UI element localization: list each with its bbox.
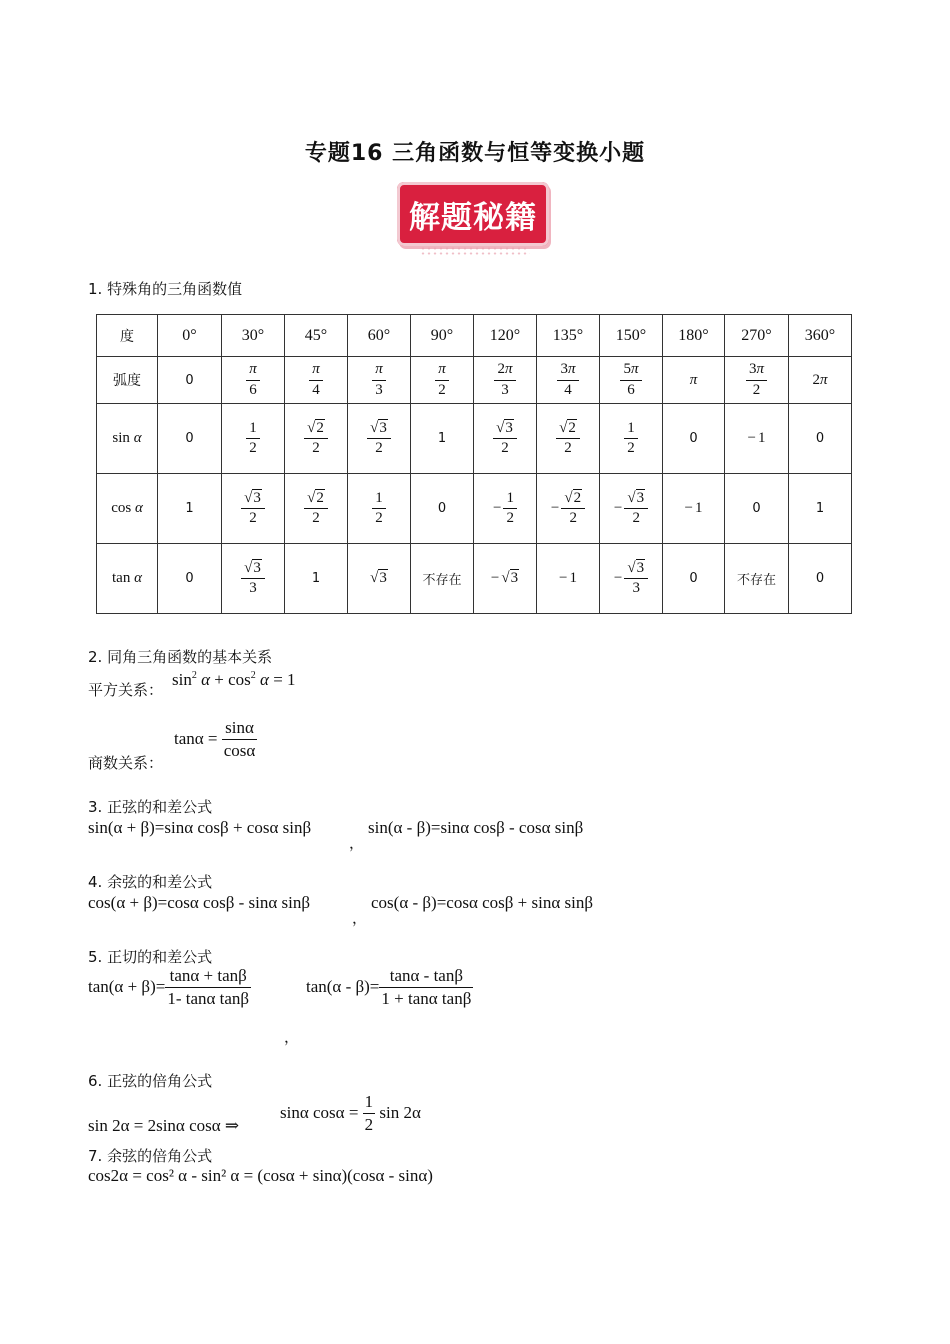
table-cell: $\frac{√2}{2}$ (285, 474, 348, 544)
table-cell: 不存在 (411, 544, 474, 614)
tan-diff-numerator: tanα - tanβ (379, 966, 473, 988)
table-cell: 135° (537, 315, 600, 357)
section-heading-5: 5. 正切的和差公式 (88, 948, 213, 966)
table-cell: $\frac{1}{2}$ (600, 404, 663, 474)
row-label: cos α (97, 474, 158, 544)
table-cell: 60° (348, 315, 411, 357)
table-cell: 0 (158, 544, 222, 614)
table-cell: $\frac{3\pi}{4}$ (537, 357, 600, 404)
sin-double-fraction (363, 1092, 376, 1136)
sin-double-denominator: 2 (364, 1115, 374, 1135)
page-title: 专题16 三角函数与恒等变换小题 (304, 141, 646, 166)
square-relation-label: 平方关系： (88, 681, 164, 699)
table-row (97, 357, 852, 404)
table-row (97, 544, 852, 614)
section-heading-4: 4. 余弦的和差公式 (88, 873, 213, 891)
comma-3: ， (284, 1030, 300, 1046)
sin-double-numerator: 1 (363, 1092, 376, 1114)
table-cell: 0 (663, 544, 725, 614)
table-cell: $\frac{1}{2}$ (222, 404, 285, 474)
table-cell: 1 (411, 404, 474, 474)
table-cell: − 1 (663, 474, 725, 544)
table-cell: 150° (600, 315, 663, 357)
cos-diff-formula: cos(α - β)=cosα cosβ + sinα sinβ (371, 893, 593, 912)
table-row (97, 474, 852, 544)
table-cell: $\frac{\pi}{6}$ (222, 357, 285, 404)
sin-sum-formula: sin(α + β)=sinα cosβ + cosα sinβ (88, 818, 312, 837)
tan-sum-fraction (165, 966, 251, 1010)
table-cell: $\frac{√3}{3}$ (222, 544, 285, 614)
table-cell: π (663, 357, 725, 404)
table-cell: 360° (789, 315, 852, 357)
sin-diff-formula: sin(α - β)=sinα cosβ - cosα sinβ (368, 818, 584, 837)
quotient-denominator: cosα (223, 741, 256, 761)
tan-sum-formula (88, 966, 251, 1010)
table-cell: 1 (158, 474, 222, 544)
table-cell: − $\frac{√2}{2}$ (537, 474, 600, 544)
comma-1: ， (349, 836, 365, 852)
table-cell: $\frac{5\pi}{6}$ (600, 357, 663, 404)
table-cell: $\frac{1}{2}$ (348, 474, 411, 544)
comma-2: ， (352, 911, 368, 927)
tan-sum-denominator: 1- tanα tanβ (167, 989, 250, 1009)
table-cell: $\frac{√2}{2}$ (537, 404, 600, 474)
sin-double-rhs (280, 1092, 421, 1136)
table-cell: 0 (789, 544, 852, 614)
table-cell: $\frac{√3}{2}$ (474, 404, 537, 474)
cos-double-formula: cos2α = cos² α - sin² α = (cosα + sinα)(cosα - sinα) (88, 1166, 433, 1185)
tan-diff-lhs: tan(α - β)= (306, 976, 380, 996)
table-cell: $\frac{\pi}{3}$ (348, 357, 411, 404)
section-heading-6: 6. 正弦的倍角公式 (88, 1072, 213, 1090)
table-cell: 0 (663, 404, 725, 474)
sin-double-rhs-lhs: sinα cosα = (280, 1102, 359, 1122)
table-cell: 90° (411, 315, 474, 357)
table-cell: 270° (725, 315, 789, 357)
table-cell: 0° (158, 315, 222, 357)
table-cell: − $\frac{1}{2}$ (474, 474, 537, 544)
quotient-relation-formula (174, 718, 257, 762)
table-cell: 30° (222, 315, 285, 357)
table-row (97, 404, 852, 474)
table-cell: $\frac{3\pi}{2}$ (725, 357, 789, 404)
table-cell: 0 (411, 474, 474, 544)
table-cell: $\frac{2\pi}{3}$ (474, 357, 537, 404)
tan-sum-lhs: tan(α + β)= (88, 976, 166, 996)
section-heading-1: 1. 特殊角的三角函数值 (88, 280, 243, 298)
row-label: 度 (97, 315, 158, 357)
stamp-decoration (420, 246, 530, 256)
table-cell: 0 (725, 474, 789, 544)
table-cell: − √3 (474, 544, 537, 614)
sin-double-tail: sin 2α (379, 1102, 421, 1122)
row-label: 弧度 (97, 357, 158, 404)
table-cell: 0 (158, 357, 222, 404)
section-heading-7: 7. 余弦的倍角公式 (88, 1147, 213, 1165)
row-label: sin α (97, 404, 158, 474)
table-cell: 0 (158, 404, 222, 474)
tan-diff-formula (306, 966, 473, 1010)
section-stamp: 解题秘籍 (397, 182, 549, 246)
trig-value-table (96, 314, 852, 614)
table-cell: $\frac{√3}{2}$ (348, 404, 411, 474)
tan-diff-fraction (379, 966, 473, 1010)
section-heading-3: 3. 正弦的和差公式 (88, 798, 213, 816)
row-label: tan α (97, 544, 158, 614)
table-cell: 120° (474, 315, 537, 357)
table-cell: $\frac{\pi}{2}$ (411, 357, 474, 404)
sin-double-lhs: sin 2α = 2sinα cosα ⇒ (88, 1116, 240, 1135)
table-row (97, 315, 852, 357)
tan-diff-denominator: 1 + tanα tanβ (381, 989, 472, 1009)
table-cell: 不存在 (725, 544, 789, 614)
table-cell: 2π (789, 357, 852, 404)
quotient-lhs: tanα = (174, 728, 218, 748)
table-cell: − $\frac{√3}{2}$ (600, 474, 663, 544)
table-cell: 1 (789, 474, 852, 544)
table-cell: − $\frac{√3}{3}$ (600, 544, 663, 614)
table-cell: − 1 (537, 544, 600, 614)
tan-sum-numerator: tanα + tanβ (165, 966, 251, 988)
table-cell: 180° (663, 315, 725, 357)
table-cell: 1 (285, 544, 348, 614)
table-cell: $\frac{\pi}{4}$ (285, 357, 348, 404)
square-relation-formula: $\sin^2 \alpha + \cos^2 \alpha = 1$ (172, 670, 296, 689)
quotient-relation-label: 商数关系： (88, 754, 164, 772)
table-cell: 0 (789, 404, 852, 474)
section-heading-2: 2. 同角三角函数的基本关系 (88, 648, 273, 666)
table-cell: √3 (348, 544, 411, 614)
table-cell: − 1 (725, 404, 789, 474)
table-cell: 45° (285, 315, 348, 357)
table-cell: $\frac{√2}{2}$ (285, 404, 348, 474)
quotient-fraction (222, 718, 258, 762)
table-cell: $\frac{√3}{2}$ (222, 474, 285, 544)
cos-sum-formula: cos(α + β)=cosα cosβ - sinα sinβ (88, 893, 310, 912)
quotient-numerator: sinα (222, 718, 258, 740)
